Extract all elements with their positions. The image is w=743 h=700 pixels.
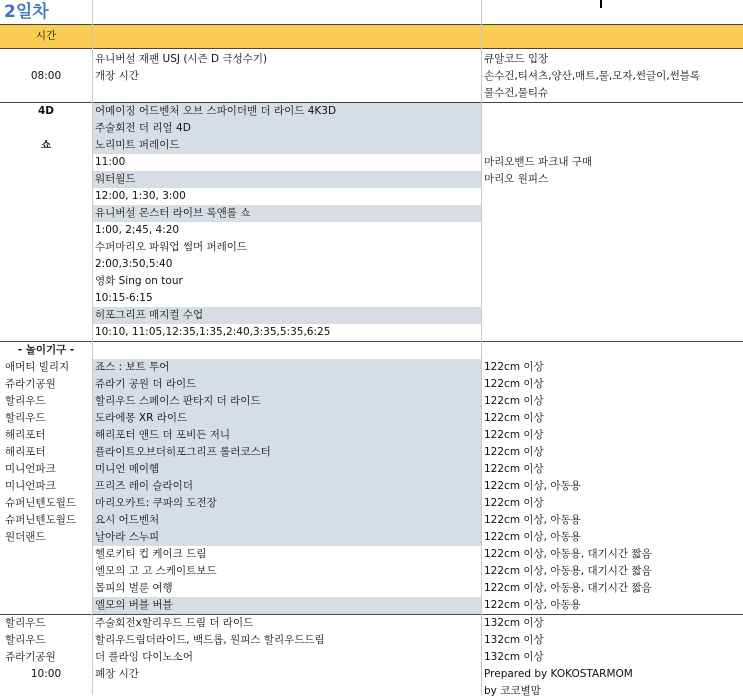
table-row [0,410,743,427]
cell-note[interactable] [481,188,743,205]
cell-attraction[interactable]: 유니버설 재팬 USJ (시즌 D 극성수기) [95,53,268,65]
cell-attraction[interactable]: 폐장 시간 [95,668,139,680]
cell-area-time[interactable] [0,239,92,256]
cell-area-time[interactable]: 할리우드 [5,617,46,629]
cell-attraction[interactable]: 11:00 [95,156,126,168]
table-row [0,580,743,597]
cell-area-time[interactable]: 08:00 [30,70,62,82]
table-row [0,683,743,700]
table-row [0,529,743,546]
cell-area-time[interactable]: 10:00 [30,668,62,680]
cell-note[interactable]: by 코코별맘 [484,685,541,697]
table-row [0,154,743,171]
cell-area-time[interactable]: 할리우드 [5,395,46,407]
cell-area-time[interactable]: 할리우드 [5,634,46,646]
cell-area-time[interactable]: 미니언파크 [5,480,56,492]
table-row [0,632,743,649]
cell-area-time[interactable] [0,580,92,597]
cell-area-time[interactable]: 해리포터 [5,446,46,458]
cell-area-time[interactable] [0,683,92,700]
cell-attraction[interactable]: 헬로키티 컵 케이크 드림 [95,548,207,560]
table-row [0,68,743,85]
cell-attraction[interactable]: 어메이징 어드벤처 오브 스파이더맨 더 라이드 4K3D [92,103,481,120]
cell-attraction[interactable]: 더 플라잉 다이노소어 [95,651,193,663]
cell-attraction[interactable]: 수퍼마리오 파워업 썸머 퍼레이드 [95,241,248,253]
cell-note[interactable] [481,103,743,120]
cell-note[interactable] [481,324,743,341]
cell-attraction[interactable]: 날아라 스누피 [92,529,481,546]
column-divider-2 [481,0,482,695]
cell-area-time[interactable]: 원더랜드 [5,531,46,543]
cell-note[interactable]: 122cm 이상 [484,395,544,407]
table-row [0,171,743,188]
cell-note[interactable] [481,222,743,239]
cell-area-time[interactable] [0,222,92,239]
cell-note[interactable]: Prepared by KOKOSTARMOM [484,668,633,680]
table-row [0,290,743,307]
table-row [0,222,743,239]
cell-attraction[interactable]: 플라이트오브더히포그리프 롤러코스터 [92,444,481,461]
cell-note[interactable]: 122cm 이상 [484,429,544,441]
cell-note[interactable]: 122cm 이상 [484,463,544,475]
cell-area-time[interactable]: 쥬라기공원 [5,378,56,390]
cell-area-time[interactable] [0,546,92,563]
table-row [0,478,743,495]
cell-note[interactable]: 122cm 이상 [484,378,544,390]
table-row [0,444,743,461]
cell-attraction[interactable] [92,342,481,359]
cell-note[interactable]: 122cm 이상, 아동용 [484,514,581,526]
table-row [0,563,743,580]
cell-note[interactable] [481,256,743,273]
cell-area-time[interactable]: 슈퍼닌텐도월드 [5,514,77,526]
table-row [0,546,743,563]
table-row [0,102,743,120]
cell-area-time[interactable]: 미니언파크 [5,463,56,475]
cell-attraction[interactable]: 영화 Sing on tour [95,275,183,287]
sheet-title: 2일차 [4,2,49,22]
cell-area-time[interactable] [0,188,92,205]
cell-note[interactable] [481,239,743,256]
cell-area-time[interactable]: 4D [37,105,55,117]
cell-note[interactable] [481,307,743,324]
cell-note[interactable] [481,205,743,222]
header-col-c[interactable] [481,25,743,48]
cell-area-time[interactable]: 슈퍼닌텐도월드 [5,497,77,509]
header-time[interactable]: 시간 [0,25,92,48]
table-row [0,188,743,205]
cell-attraction[interactable]: 2:00,3:50,5:40 [95,258,173,270]
cell-attraction[interactable]: 미니언 메이헴 [92,461,481,478]
cell-note[interactable]: 122cm 이상 [484,497,544,509]
table-row [0,376,743,393]
cell-attraction[interactable]: 주술회전 더 리얼 4D [92,120,481,137]
cell-attraction[interactable] [92,683,481,700]
cell-attraction[interactable]: 죠스 : 보트 투어 [92,359,481,376]
cell-attraction[interactable]: 워터월드 [92,171,481,188]
cell-attraction[interactable]: 쥬라기 공원 더 라이드 [92,376,481,393]
table-row [0,256,743,273]
cell-note[interactable] [481,290,743,307]
cell-area-time[interactable]: - 놀이기구 - [17,344,75,356]
cell-note[interactable]: 122cm 이상, 아동용 [484,531,581,543]
cell-attraction[interactable] [92,85,481,102]
cell-attraction[interactable]: 할리우드 스페이스 판타지 더 라이드 [92,393,481,410]
cell-attraction[interactable]: 개장 시간 [95,70,139,82]
cell-area-time[interactable] [0,307,92,324]
table-row [0,461,743,478]
cell-area-time[interactable]: 쇼 [40,139,52,151]
cell-area-time[interactable]: 할리우드 [5,412,46,424]
cell-note[interactable]: 122cm 이상, 아동용 [484,599,581,611]
table-row [0,137,743,154]
cell-attraction[interactable]: 주술회전x할리우드 드림 더 라이드 [95,617,254,629]
table-row [0,120,743,137]
table-row [0,427,743,444]
table-row [0,512,743,529]
table-row [0,393,743,410]
table-row [0,614,743,632]
cell-area-time[interactable] [0,597,92,614]
cell-attraction[interactable]: 히포그리프 매지컬 수업 [92,307,481,324]
cell-area-time[interactable] [0,563,92,580]
cell-note[interactable] [481,342,743,359]
cell-area-time[interactable] [0,154,92,171]
table-row [0,324,743,341]
cell-attraction[interactable]: 엘모의 버블 버블 [92,597,481,614]
table-row [0,239,743,256]
cell-area-time[interactable] [0,256,92,273]
table-row [0,359,743,376]
cell-note[interactable]: 122cm 이상, 아동용, 대기시간 짧음 [484,565,652,577]
cell-note[interactable] [481,137,743,154]
cell-attraction[interactable]: 엘모의 고 고 스케이트보드 [95,565,217,577]
cell-attraction[interactable]: 12:00, 1:30, 3:00 [95,190,186,202]
cell-attraction[interactable]: 10:10, 11:05,12:35,1:35,2:40,3:35,5:35,6:25 [95,326,331,338]
table-row [0,649,743,666]
table-row [0,51,743,68]
cell-area-time[interactable] [0,324,92,341]
cell-attraction[interactable]: 할리우드림더라이드, 백드롭, 원피스 할리우드드림 [95,634,325,646]
cell-note[interactable]: 132cm 이상 [484,651,544,663]
cell-note[interactable]: 손수건,티셔츠,양산,매트,물,모자,썬글이,썬블록 [484,70,701,82]
cell-note[interactable]: 132cm 이상 [484,634,544,646]
cell-area-time[interactable]: 해리포터 [5,429,46,441]
table-row [0,341,743,359]
cell-note[interactable]: 122cm 이상 [484,446,544,458]
header-row [0,24,743,49]
cell-note[interactable]: 122cm 이상, 아동용, 대기시간 짧음 [484,582,652,594]
table-row [0,597,743,614]
table-body [0,51,743,700]
cell-area-time[interactable] [0,273,92,290]
cell-note[interactable]: 마리오 원피스 [484,173,549,185]
cell-attraction[interactable]: 10:15-6:15 [95,292,153,304]
cell-attraction[interactable]: 요시 어드벤처 [92,512,481,529]
cell-area-time[interactable] [0,205,92,222]
cell-note[interactable] [481,273,743,290]
cell-attraction[interactable]: 마리오카트: 쿠파의 도전장 [92,495,481,512]
cell-note[interactable]: 물수건,물티슈 [484,87,549,99]
table-row [0,495,743,512]
cell-note[interactable] [481,120,743,137]
cell-area-time[interactable] [0,51,92,68]
header-col-b[interactable] [92,25,481,48]
cell-attraction[interactable]: 프리즈 레이 슬라이더 [92,478,481,495]
cell-area-time[interactable] [0,120,92,137]
table-row [0,273,743,290]
cell-attraction[interactable]: 유니버설 몬스터 라이브 록앤롤 쇼 [92,205,481,222]
cell-note[interactable]: 122cm 이상, 아동용 [484,480,581,492]
cell-note[interactable]: 마리오밴드 파크내 구매 [484,156,593,168]
cell-attraction[interactable]: 노리미트 퍼레이드 [92,137,481,154]
cell-attraction[interactable]: 1:00, 2;45, 4:20 [95,224,180,236]
cell-note[interactable]: 122cm 이상, 아동용, 대기시간 짧음 [484,548,652,560]
cell-area-time[interactable] [0,171,92,188]
cell-area-time[interactable]: 쥬라기공원 [5,651,56,663]
cell-area-time[interactable] [0,290,92,307]
cell-note[interactable]: 132cm 이상 [484,617,544,629]
table-row [0,307,743,324]
cell-area-time[interactable] [0,85,92,102]
title-row [0,0,743,24]
cell-attraction[interactable]: 도라에몽 XR 라이드 [92,410,481,427]
cell-note[interactable]: 큐알코드 입장 [484,53,549,65]
cell-area-time[interactable]: 애머티 빌리지 [5,361,70,373]
cell-note[interactable]: 122cm 이상 [484,412,544,424]
table-row [0,205,743,222]
table-row [0,666,743,683]
table-row [0,85,743,102]
cell-note[interactable]: 122cm 이상 [484,361,544,373]
cursor-mark [600,0,602,8]
column-divider-1 [92,0,93,695]
cell-attraction[interactable]: 몹피의 벌룬 여행 [95,582,173,594]
cell-attraction[interactable]: 해리포터 앤드 더 포비든 저니 [92,427,481,444]
